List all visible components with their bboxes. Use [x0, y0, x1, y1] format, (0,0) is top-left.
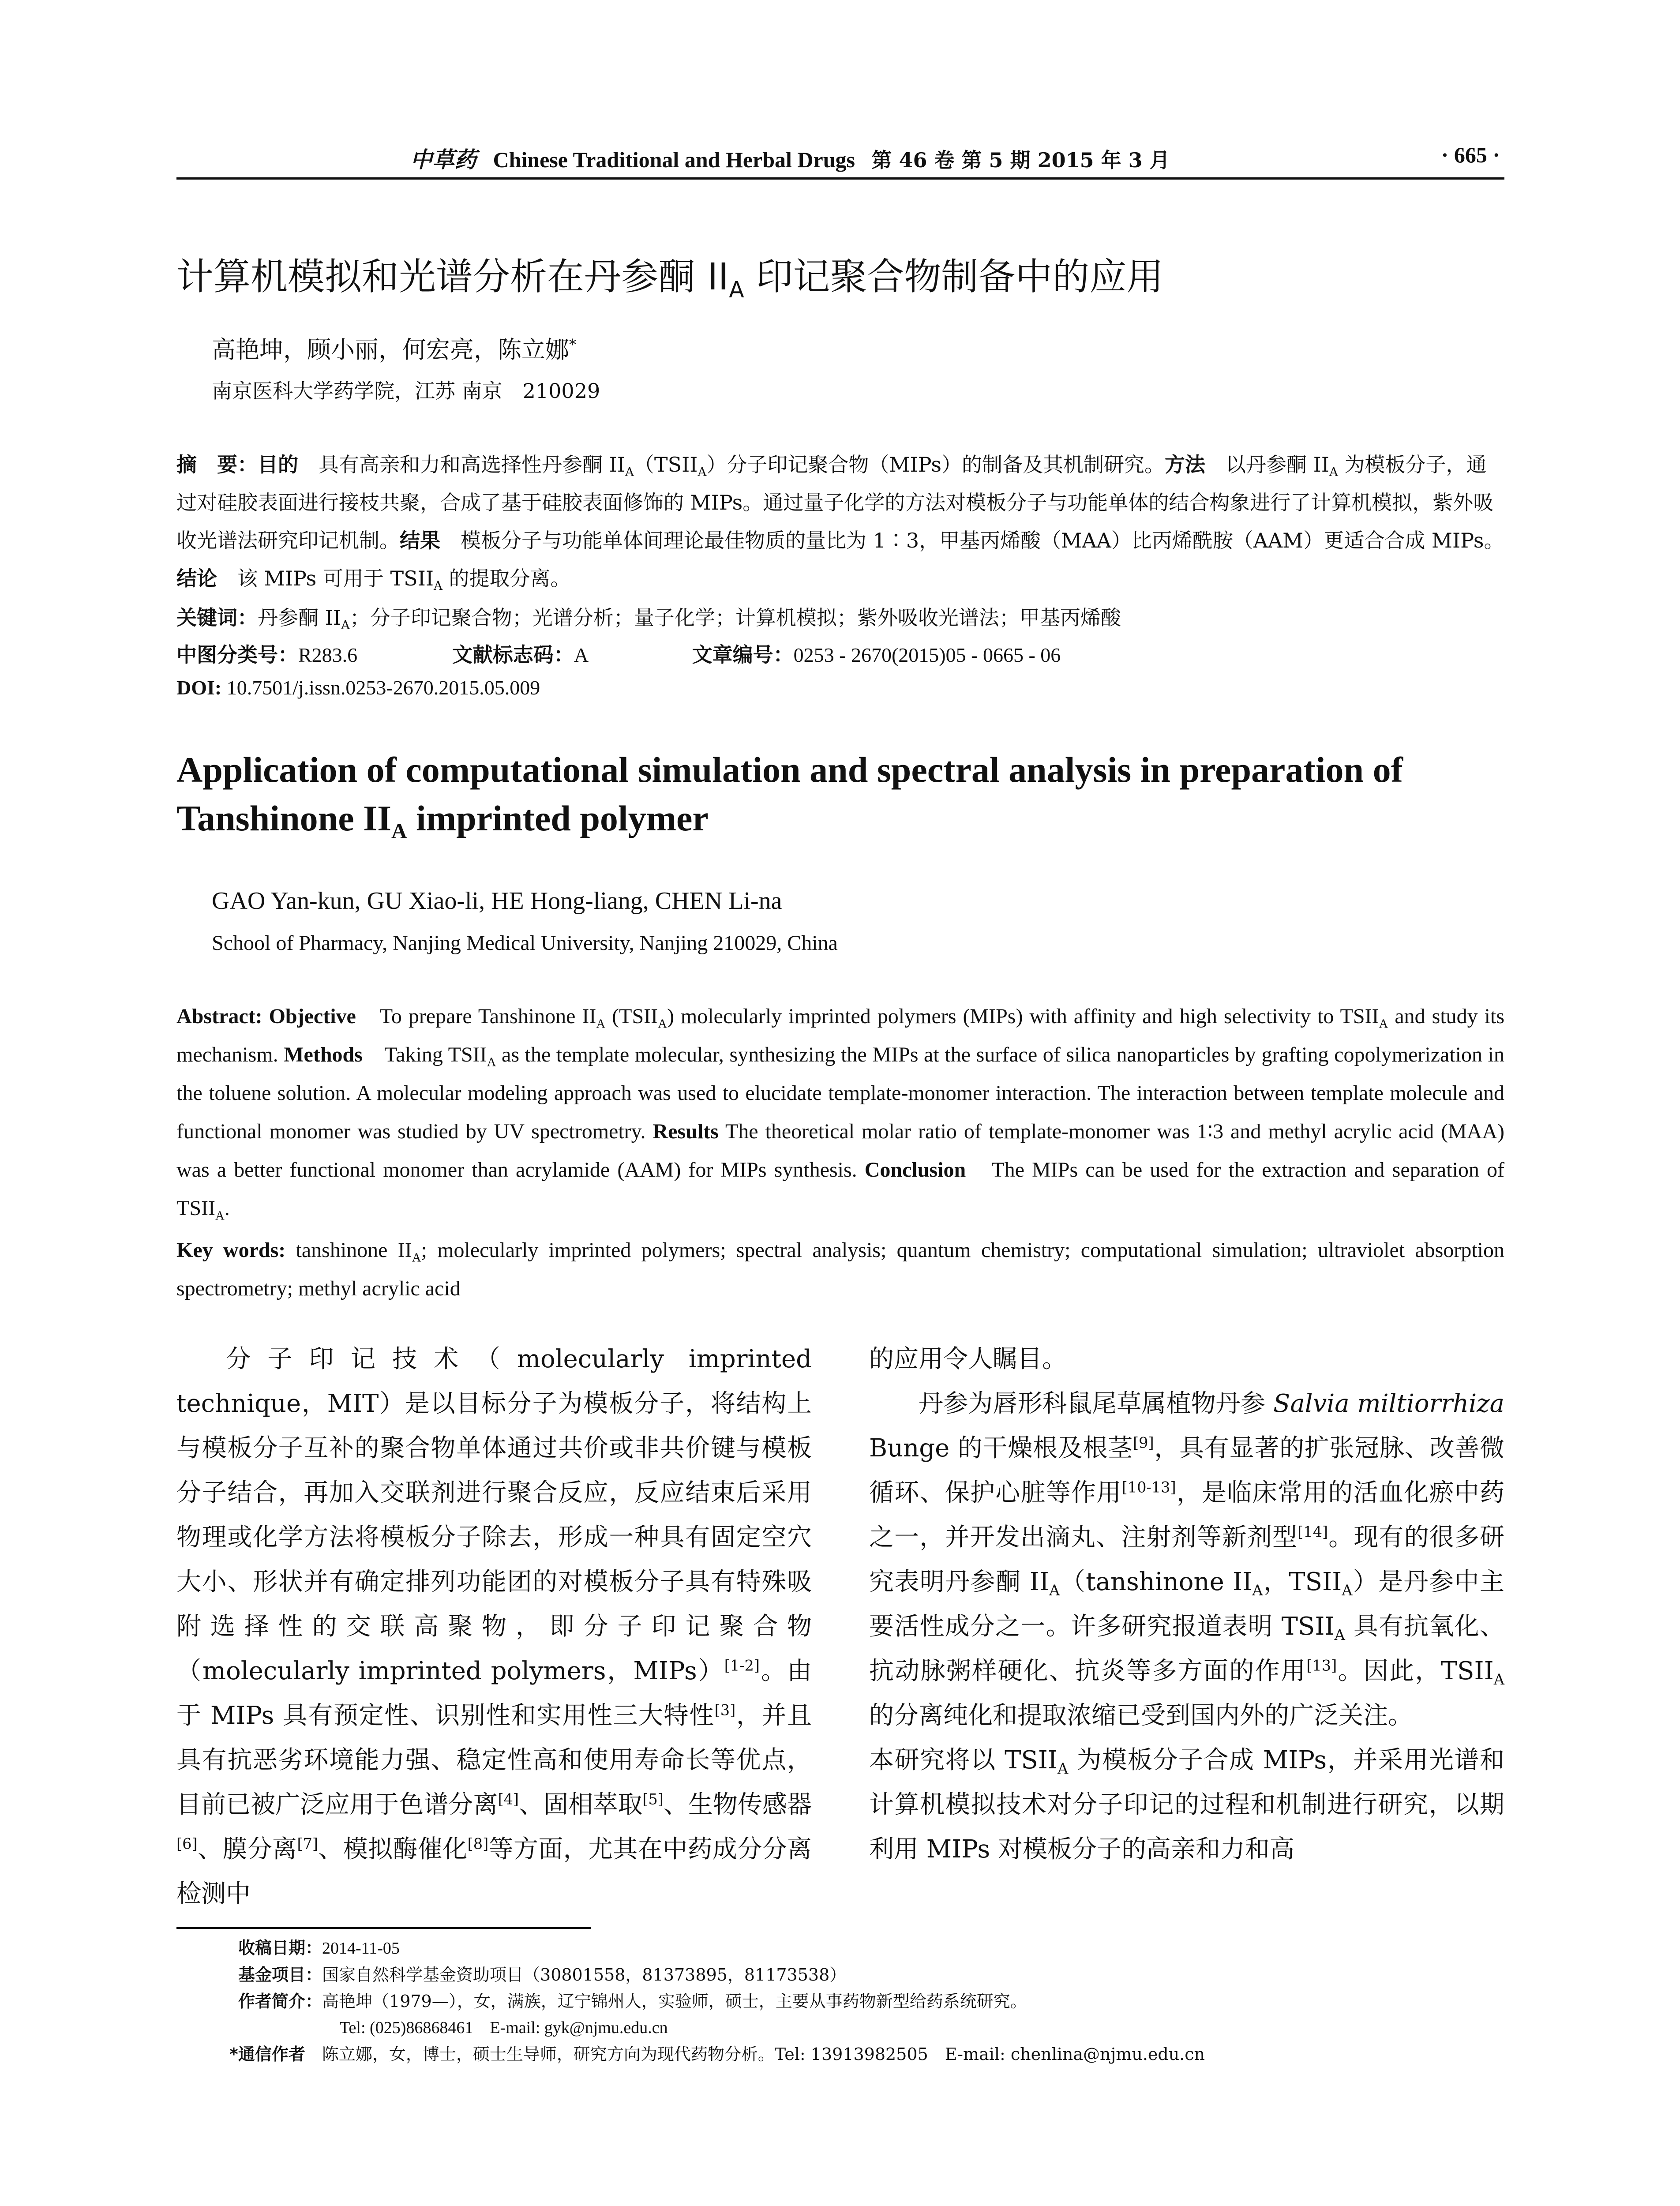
- subscript: A: [412, 1250, 421, 1265]
- keywords-en: [176, 1231, 1504, 1308]
- methods-label-cn: 方法: [1164, 453, 1205, 476]
- objective-text-en: (TSII: [605, 1005, 658, 1028]
- methods-text-en: Taking TSII: [362, 1043, 487, 1066]
- conclusion-text-cn: 该 MIPs 可用于 TSII: [217, 567, 434, 590]
- article-number-value: 0253 - 2670(2015)05 - 0665 - 06: [793, 644, 1061, 666]
- body-column-left: [176, 1337, 812, 1916]
- authors-cn: [212, 331, 576, 365]
- subscript: A: [698, 465, 707, 480]
- subscript: A: [596, 1017, 606, 1031]
- objective-text-cn: （TSII: [634, 453, 698, 476]
- clc-label: 中图分类号：: [176, 643, 298, 667]
- body-text: 。由于 MIPs 具有预定性、识别性和实用性三大特性: [176, 1657, 812, 1730]
- body-paragraph: [869, 1381, 1504, 1738]
- citation: [6]: [176, 1835, 198, 1853]
- conclusion-text-cn: 的提取分离。: [442, 567, 571, 590]
- subscript: A: [1329, 465, 1338, 480]
- methods-text-en: as the template molecular, synthesizing the MIPs at the surface of silica nanoparticles by grafting copolymerization in the toluene solution. A molecular modeling approach was used to elucidate template-monomer interaction. The interaction between template molecule and functional monomer was studied by UV spectrometry.: [176, 1043, 1504, 1143]
- citation: [3]: [714, 1701, 736, 1719]
- abstract-en: [176, 997, 1504, 1227]
- subscript: A: [1058, 1760, 1069, 1778]
- affiliation-cn: 南京医科大学药学院，江苏 南京 210029: [212, 379, 600, 403]
- footnote-label: *通信作者: [229, 2045, 305, 2064]
- body-text: 具有抗氧化、抗动脉粥样硬化、抗炎等多方面的作用: [869, 1612, 1504, 1685]
- subscript: A: [1049, 1582, 1060, 1599]
- objective-label-cn: 目的: [258, 453, 298, 476]
- doi-value: 10.7501/j.issn.0253-2670.2015.05.009: [221, 676, 540, 699]
- journal-info: [410, 142, 1170, 174]
- doc-value: A: [574, 644, 589, 666]
- keywords-en-label: Key words:: [176, 1238, 286, 1262]
- footnote-received: [238, 1935, 1205, 1962]
- results-text-cn: 模板分子与功能单体间理论最佳物质的量比为 1∶3，甲基丙烯酸（MAA）比丙烯酰胺（AAM）更适合合成 MIPs。: [440, 529, 1504, 552]
- keywords-en-text: tanshinone II: [285, 1238, 412, 1262]
- conclusion-label-cn: 结论: [176, 567, 217, 590]
- body-text: ）是丹参中主要活性成分之一。许多研究报道表明 TSII: [869, 1568, 1505, 1641]
- footnote-text: 国家自然科学基金资助项目（30801558，81373895，81173538）: [322, 1965, 847, 1985]
- objective-text-cn: 具有高亲和力和高选择性丹参酮 II: [298, 453, 625, 476]
- conclusion-text-en: The MIPs can be used for the extraction and separation of TSII: [176, 1158, 1504, 1220]
- subscript: A: [1379, 1017, 1388, 1031]
- authors-cn-names: 高艳坤，顾小丽，何宏亮，陈立娜: [212, 336, 569, 364]
- body-text: 本研究将以 TSII: [869, 1746, 1058, 1775]
- body-paragraph: 的应用令人瞩目。: [869, 1345, 1067, 1373]
- footnote-text: 2014-11-05: [322, 1939, 400, 1958]
- body-text: 。现有的很多研究表明丹参酮 II: [869, 1523, 1505, 1596]
- methods-label-en: Methods: [284, 1043, 363, 1066]
- body-text: 丹参为唇形科鼠尾草属植物丹参: [919, 1389, 1273, 1418]
- keywords-cn-text: ；分子印记聚合物；光谱分析；量子化学；计算机模拟；紫外吸收光谱法；甲基丙烯酸: [349, 606, 1121, 630]
- footnotes: [229, 1935, 1205, 2067]
- methods-text-cn: 以丹参酮 II: [1205, 453, 1329, 476]
- article-title-en: [176, 746, 1504, 843]
- authors-en: GAO Yan-kun, GU Xiao-li, HE Hong-liang, CHEN Li-na: [212, 887, 782, 915]
- subscript: A: [1334, 1626, 1345, 1644]
- title-cn-part-a: 计算机模拟和光谱分析在丹参酮 II: [176, 255, 729, 298]
- footnote-fund: [238, 1962, 1205, 1988]
- subscript: A: [487, 1055, 496, 1069]
- subscript: A: [215, 1208, 225, 1223]
- citation: [9]: [1133, 1434, 1154, 1452]
- abstract-cn: [176, 446, 1504, 597]
- body-text: 等方面，尤其在中药成分分离检测中: [176, 1835, 812, 1908]
- citation: [1-2]: [724, 1657, 760, 1674]
- footnote-corresponding: [229, 2041, 1205, 2067]
- footnote-rule: [176, 1927, 591, 1929]
- footnote-label: 作者简介：: [238, 1992, 322, 2011]
- title-en-part-a: Application of computational simulation and spectral analysis in preparation of Tanshinone II: [176, 750, 1403, 838]
- footnote-text: 陈立娜，女，博士，硕士生导师，研究方向为现代药物分析。Tel: 13913982505 E-mail: chenlina@njmu.edu.cn: [305, 2045, 1205, 2064]
- body-text: 分子印记技术（molecularly imprinted technique，MIT）是以目标分子为模板分子，将结构上与模板分子互补的聚合物单体通过共价或非共价键与模板分子结合，再加入交联剂进行聚合反应，反应结束后采用物理或化学方法将模板分子除去，形成一种具有固定空穴大小、形状并有确定排列功能团的对模板分子具有特殊吸附选择性的交联高聚物，即分子印记聚合物（molecularly imprinted polymers，MIPs）: [176, 1345, 812, 1685]
- species-name: Salvia miltiorrhiza: [1273, 1389, 1504, 1418]
- results-text-en: The theoretical molar ratio of template-monomer was 1∶3 and methyl acrylic acid (MAA) was a better functional monomer than acrylamide (AAM) for MIPs synthesis.: [176, 1120, 1505, 1182]
- body-paragraph: [869, 1738, 1504, 1872]
- body-text: 、固相萃取: [519, 1790, 643, 1819]
- body-text: 的分离纯化和提取浓缩已受到国内外的广泛关注。: [869, 1701, 1413, 1730]
- subscript: A: [1342, 1582, 1353, 1599]
- page-number: · 665 ·: [1441, 143, 1500, 167]
- body-text: ，TSII: [1263, 1568, 1342, 1596]
- abstract-cn-label: 摘 要：: [176, 453, 258, 476]
- citation: [4]: [498, 1790, 519, 1808]
- objective-text-en: To prepare Tanshinone II: [356, 1005, 596, 1028]
- corresponding-mark: *: [569, 336, 577, 353]
- conclusion-label-en: Conclusion: [864, 1158, 966, 1182]
- subscript: A: [1252, 1582, 1263, 1599]
- body-text: ，并且具有抗恶劣环境能力强、稳定性高和使用寿命长等优点，目前已被广泛应用于色谱分离: [176, 1701, 812, 1819]
- article-title-cn: [176, 247, 1164, 303]
- citation: [13]: [1306, 1657, 1337, 1674]
- doc-label: 文献标志码：: [452, 643, 574, 667]
- doi-label: DOI:: [176, 676, 222, 699]
- objective-text-en: ) molecularly imprinted polymers (MIPs) with affinity and high selectivity to TSII: [667, 1005, 1379, 1028]
- footnote-label: 基金项目：: [238, 1965, 322, 1985]
- body-text: ，是临床常用的活血化瘀中药之一，并开发出滴丸、注射剂等新剂型: [869, 1478, 1505, 1552]
- title-en-subscript: A: [391, 818, 407, 843]
- subscript: A: [434, 578, 442, 593]
- classification-line: [176, 639, 1061, 668]
- abstract-en-label: Abstract: Objective: [176, 1005, 356, 1028]
- objective-text-en: and study its mechanism.: [176, 1005, 1505, 1066]
- subscript: A: [1493, 1671, 1504, 1688]
- clc-value: R283.6: [298, 644, 358, 666]
- results-label-cn: 结果: [400, 529, 440, 552]
- issue-info: 第 46 卷 第 5 期 2015 年 3 月: [871, 148, 1170, 172]
- footnote-text: 高艳坤（1979—），女，满族，辽宁锦州人，实验师，硕士，主要从事药物新型给药系统研究。: [322, 1992, 1027, 2011]
- keywords-en-text: ; molecularly imprinted polymers; spectral analysis; quantum chemistry; computational simulation; ultraviolet absorption spectrometry; methyl acrylic acid: [176, 1238, 1505, 1300]
- objective-text-cn: ）分子印记聚合物（MIPs）的制备及其机制研究。: [706, 453, 1165, 476]
- body-text: Bunge 的干燥根及根茎: [869, 1434, 1133, 1463]
- keywords-cn-text: 丹参酮 II: [258, 606, 341, 630]
- keywords-cn-label: 关键词：: [176, 606, 258, 630]
- title-cn-part-b: 印记聚合物制备中的应用: [744, 255, 1164, 298]
- results-label-en: Results: [652, 1120, 719, 1143]
- citation: [14]: [1298, 1523, 1328, 1541]
- journal-name-cn: 中草药: [410, 147, 476, 172]
- citation: [8]: [467, 1835, 489, 1853]
- article-number-label: 文章编号：: [692, 643, 794, 667]
- body-text: 为模板分子合成 MIPs，并采用光谱和计算机模拟技术对分子印记的过程和机制进行研究，以期利用 MIPs 对模板分子的高亲和力和高: [869, 1746, 1504, 1864]
- body-column-right: [869, 1337, 1504, 1872]
- body-text: 、膜分离: [197, 1835, 297, 1864]
- title-cn-subscript: A: [729, 276, 744, 303]
- citation: [10-13]: [1121, 1478, 1176, 1496]
- body-text: ，具有显著的扩张冠脉、改善微循环、保护心脏等作用: [869, 1434, 1505, 1507]
- doi-line: [176, 676, 540, 699]
- body-paragraph: [176, 1337, 812, 1916]
- title-en-part-b: imprinted polymer: [407, 798, 709, 838]
- body-text: （tanshinone II: [1060, 1568, 1252, 1596]
- citation: [7]: [297, 1835, 319, 1853]
- journal-name-en: Chinese Traditional and Herbal Drugs: [493, 147, 855, 172]
- citation: [5]: [642, 1790, 664, 1808]
- body-text: 。因此，TSII: [1337, 1657, 1494, 1685]
- keywords-cn: [176, 602, 1121, 631]
- footnote-bio-contact: Tel: (025)86868461 E-mail: gyk@njmu.edu.cn: [340, 2018, 668, 2037]
- subscript: A: [658, 1017, 667, 1031]
- affiliation-en: School of Pharmacy, Nanjing Medical University, Nanjing 210029, China: [212, 931, 838, 955]
- methods-text-cn: 为模板分子，通过对硅胶表面进行接枝共聚，合成了基于硅胶表面修饰的 MIPs。通过量子化学的方法对模板分子与功能单体的结合构象进行了计算机模拟，紫外吸收光谱法研究印记机制。: [176, 453, 1494, 552]
- subscript: A: [341, 618, 350, 633]
- body-text: 、生物传感器: [663, 1790, 812, 1819]
- conclusion-text-en: .: [224, 1197, 230, 1220]
- body-text: 、模拟酶催化: [318, 1835, 468, 1864]
- footnote-label: 收稿日期：: [238, 1938, 322, 1958]
- running-header: [176, 138, 1504, 180]
- subscript: A: [625, 465, 634, 480]
- footnote-bio: [238, 1988, 1205, 2015]
